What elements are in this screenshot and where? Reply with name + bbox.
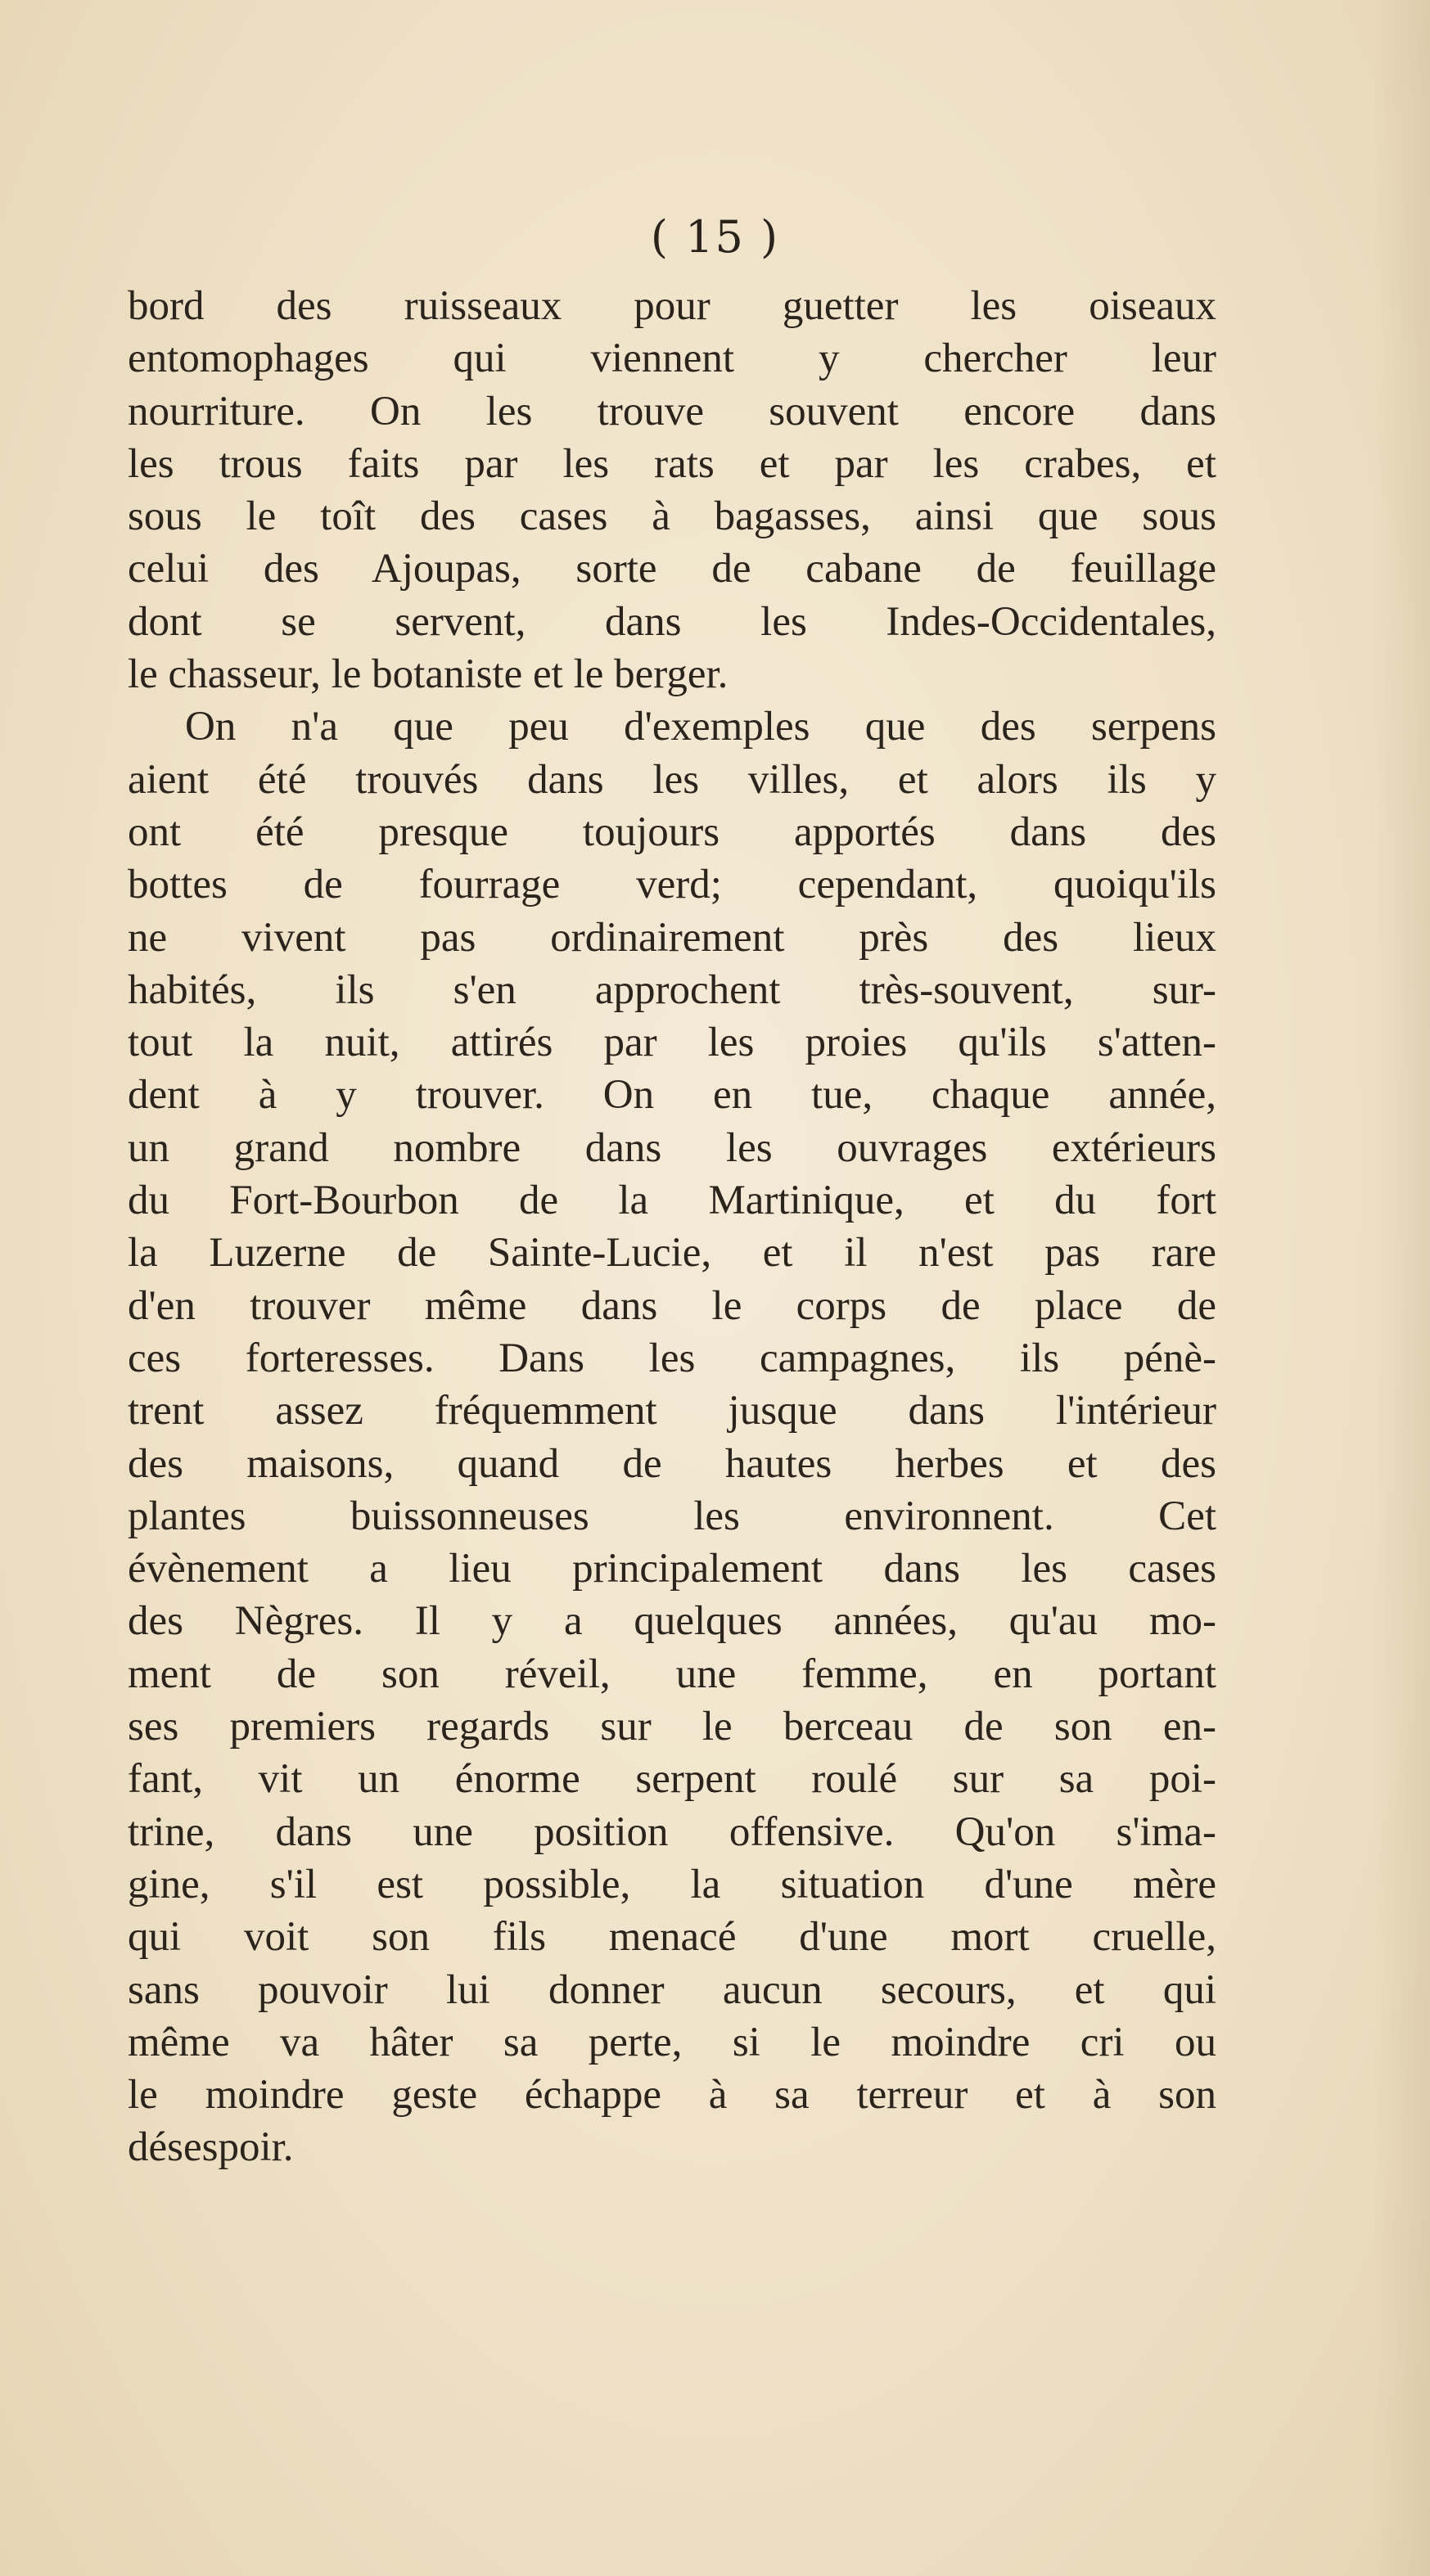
text-line: plantes buissonneuses les environnent. Cet	[128, 1493, 1216, 1539]
text-line: la Luzerne de Sainte-Lucie, et il n'est pas rare	[128, 1230, 1216, 1277]
text-line: aient été trouvés dans les villes, et alors ils y	[128, 756, 1216, 803]
text-line: entomophages qui viennent y chercher leur	[128, 336, 1216, 382]
text-line: trine, dans une position offensive. Qu'on s'ima-	[128, 1808, 1216, 1855]
text-line: d'en trouver même dans le corps de place de	[128, 1282, 1216, 1329]
text-line: sous le toît des cases à bagasses, ainsi que sous	[128, 493, 1216, 540]
text-line: ment de son réveil, une femme, en portant	[128, 1651, 1216, 1697]
page-edge-shadow	[1373, 0, 1430, 2576]
text-line: gine, s'il est possible, la situation d'une mère	[128, 1861, 1216, 1907]
text-line: On n'a que peu d'exemples que des serpens	[185, 704, 1216, 750]
text-line: fant, vit un énorme serpent roulé sur sa poi-	[128, 1756, 1216, 1803]
text-line: ont été presque toujours apportés dans des	[128, 808, 1216, 855]
text-line: même va hâter sa perte, si le moindre cri ou	[128, 2019, 1216, 2065]
text-line: bottes de fourrage verd; cependant, quoiqu'ils	[128, 862, 1216, 908]
text-line: le chasseur, le botaniste et le berger.	[128, 651, 729, 698]
text-line: habités, ils s'en approchent très-souvent, sur-	[128, 966, 1216, 1013]
text-line: les trous faits par les rats et par les crabes, et	[128, 440, 1216, 487]
text-line: tout la nuit, attirés par les proies qu'ils s'atten-	[128, 1020, 1216, 1066]
text-line: qui voit son fils menacé d'une mort cruelle,	[128, 1914, 1216, 1961]
text-line: ne vivent pas ordinairement près des lieux	[128, 914, 1216, 961]
text-line: sans pouvoir lui donner aucun secours, et qui	[128, 1966, 1216, 2013]
text-line: un grand nombre dans les ouvrages extérieurs	[128, 1124, 1216, 1171]
text-line: bord des ruisseaux pour guetter les oiseaux	[128, 283, 1216, 329]
text-line: trent assez fréquemment jusque dans l'intérieur	[128, 1388, 1216, 1434]
text-line: évènement a lieu principalement dans les cases	[128, 1546, 1216, 1592]
text-line: désespoir.	[128, 2124, 294, 2171]
text-line: nourriture. On les trouve souvent encore dans	[128, 388, 1216, 435]
text-line: dont se servent, dans les Indes-Occidentales,	[128, 598, 1216, 645]
text-line: ses premiers regards sur le berceau de son en-	[128, 1704, 1216, 1750]
text-line: celui des Ajoupas, sorte de cabane de feuillage	[128, 546, 1216, 592]
text-line: du Fort-Bourbon de la Martinique, et du fort	[128, 1178, 1216, 1224]
text-line: ces forteresses. Dans les campagnes, ils pénè-	[128, 1335, 1216, 1381]
page-number: ( 15 )	[650, 211, 780, 263]
text-line: des Nègres. Il y a quelques années, qu'au mo-	[128, 1598, 1216, 1645]
text-line: dent à y trouver. On en tue, chaque année,	[128, 1072, 1216, 1119]
text-line: le moindre geste échappe à sa terreur et à son	[128, 2072, 1216, 2119]
text-line: des maisons, quand de hautes herbes et des	[128, 1440, 1216, 1487]
body-text	[128, 280, 1216, 2174]
